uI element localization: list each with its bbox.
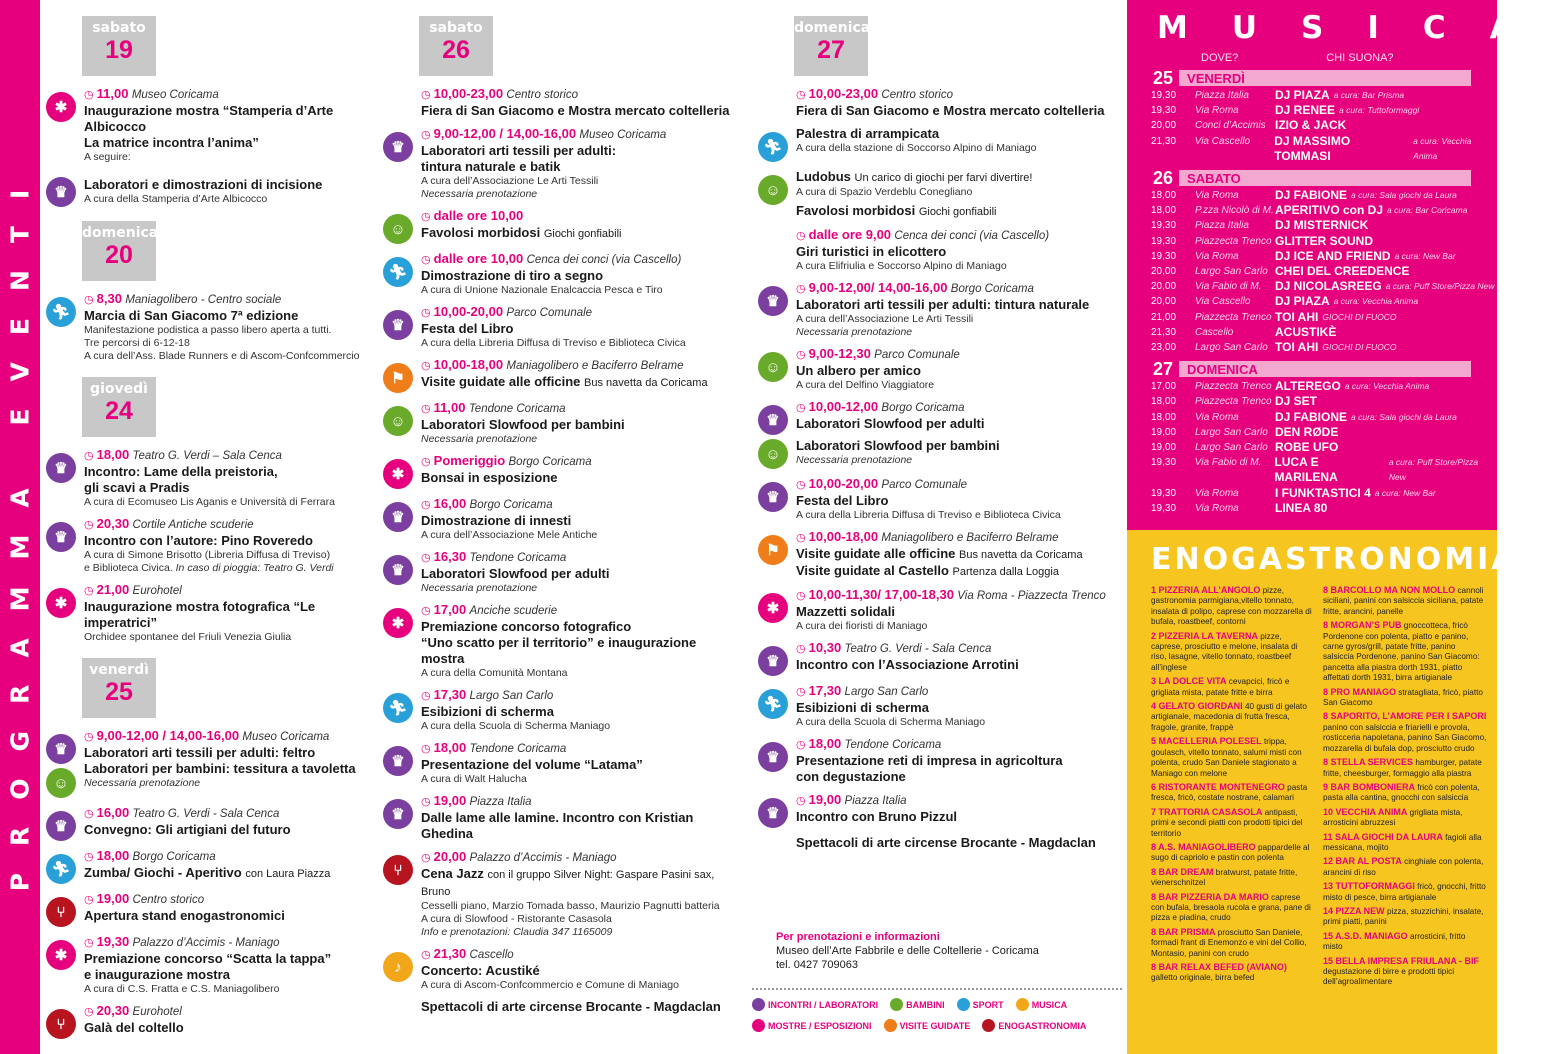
event-item: ♛ ☺ ◷ 10,00-12,00 Borgo Coricama Laboratori Slowfood per adulti Laboratori Slowfood per bambini Necessaria prenotazione: [758, 399, 1118, 469]
music-row: 20,00 Via Cascello DJ PIAZA a cura: Vecchia Anima: [1151, 294, 1419, 309]
legend-item: VISITE GUIDATE: [884, 1019, 971, 1032]
children-icon: ☺: [383, 406, 413, 436]
food-stand: 11 SALA GIOCHI DA LAURA fagioli alla messicana, mojito: [1323, 831, 1482, 852]
children-icon: [890, 998, 903, 1011]
food-stand: 10 VECCHIA ANIMA grigliata mista, arrosticini abruzzesi: [1323, 806, 1463, 828]
cutlery-icon: ⑂: [46, 897, 76, 927]
event-item: Spettacoli di arte circense Brocante - Magdaclan: [421, 999, 721, 1014]
children-icon: ☺: [758, 439, 788, 469]
workshop-icon: ♛: [383, 746, 413, 776]
food-stand: 7 TRATTORIA CASASOLA antipasti, primi e secondi piatti con prodotti tipici del territorio: [1151, 806, 1303, 838]
exhibition-icon: ✱: [383, 459, 413, 489]
vertical-title: PROGRAMMA EVENTI: [5, 162, 35, 892]
guided-tour-icon: ⚑: [383, 363, 413, 393]
food-stand: 8 MORGAN’S PUB gnoccotteca, fricò Pordenone con polenta, piatto e panino, carne gyros/grill, patate fritte, panino salsiccia Pordenone, panino San Giacomo: pancetta alla piastra dorth 1931, piatto affettati dorth 1931, birra artigianale: [1323, 620, 1480, 683]
music-row: 18,00 Via Roma DJ FABIONE a cura: Sala giochi da Laura: [1151, 188, 1457, 203]
food-stand: 8 PRO MANIAGO stratagliata, fricò, piatto San Giacomo: [1323, 686, 1483, 708]
music-row: 20,00 Largo San Carlo CHEI DEL CREEDENCE: [1151, 264, 1410, 279]
event-item: ♛ ◷ 20,30 Cortile Antiche scuderie Incontro con l’autore: Pino Roveredo A cura di Simone Brisotto (Libreria Diffusa di Treviso) e Biblioteca Civica. In caso di pioggia: Teatro G. Verdi: [46, 516, 368, 575]
column-sunday: [758, 0, 1118, 858]
event-item: ✱ ◷ Pomeriggio Borgo Coricama Bonsai in esposizione: [383, 453, 735, 489]
music-note-icon: ♪: [383, 952, 413, 982]
runner-icon: 🏃︎: [758, 689, 788, 719]
music-row: 18,00 Via Roma DJ FABIONE a cura: Sala giochi da Laura: [1151, 409, 1457, 424]
food-panel: [1127, 530, 1518, 1054]
event-item: 🏃︎ ◷ 18,00 Borgo Coricama Zumba/ Giochi - Aperitivo con Laura Piazza: [46, 848, 368, 884]
vertical-title-bar: [0, 0, 40, 1054]
music-note-icon: [1016, 998, 1029, 1011]
date-box: giovedì 24: [82, 377, 156, 437]
music-row: 19,30 Piazza Italia DJ MISTERNICK: [1151, 218, 1369, 233]
food-stand: 13 TUTTOFORMAGGI fricò, gnocchi, fritto misto di pesce, birra artigianale: [1323, 881, 1486, 902]
date-box: domenica 20: [82, 221, 156, 281]
date-box: sabato 26: [419, 16, 493, 76]
workshop-icon: ♛: [758, 482, 788, 512]
workshop-icon: ♛: [46, 522, 76, 552]
food-stand: 2 PIZZERIA LA TAVERNA pizze, caprese, prosciutto e melone, insalata di riso, lasagne, vitello tonnato, roastbeef all’inglese: [1151, 630, 1298, 672]
event-item: ☺ ◷ 11,00 Tendone Coricama Laboratori Slowfood per bambini Necessaria prenotazione: [383, 400, 735, 446]
event-item: ⑂ ◷ 20,30 Eurohotel Galà del coltello: [46, 1003, 368, 1039]
music-title: MUSICA: [1157, 10, 1558, 46]
event-item: ⑂ ◷ 20,00 Palazzo d’Accimis - Maniago Cena Jazz con il gruppo Silver Night: Gaspare Pasini sax, Bruno Cesselli piano, Marzio Tomada basso, Maurizio Pagnutti batteria A cura di Slowfood - Ristorante Casasola Info e prenotazioni: Claudia 347 1165009: [383, 849, 735, 939]
exhibition-icon: [752, 1019, 765, 1032]
event-item: ✱ ◷ 19,30 Palazzo d’Accimis - Maniago Premiazione concorso “Scatta la tappa” e inaugurazione mostra A cura di C.S. Fratta e C.S. Maniagolibero: [46, 934, 368, 996]
food-stand: 3 LA DOLCE VITA cevapcici, fricò e grigliata mista, patate fritte e birra: [1151, 676, 1290, 697]
event-item: ☺ ◷ 9,00-12,30 Parco Comunale Un albero per amico A cura del Delfino Viaggiatore: [758, 346, 1118, 392]
food-stand: 8 BARCOLLO MA NON MOLLO cannoli siciliani, panini con salsiccia siciliana, patate fritte, arancini, panelle: [1323, 585, 1484, 616]
food-stand: 4 GELATO GIORDANI 40 gusti di gelato artigianale, macedonia di frutta fresca, fragole, granite, frappè: [1151, 701, 1307, 732]
event-item: ♛ ◷ 9,00-12,00 / 14,00-16,00 Museo Coricama Laboratori arti tessili per adulti: tintura naturale e batik A cura dell’Associazione Le Arti Tessili Necessaria prenotazione: [383, 126, 735, 201]
music-row: 18,00 Piazzecta Trenco DJ SET: [1151, 394, 1318, 409]
date-box: venerdì 25: [82, 658, 156, 718]
event-item: 🏃︎ ◷ 17,30 Largo San Carlo Esibizioni di scherma A cura della Scuola di Scherma Maniago: [758, 683, 1118, 729]
cutlery-icon: [982, 1019, 995, 1032]
music-day-header: 27 DOMENICA: [1151, 361, 1471, 377]
event-item: ♛ ◷ 16,00 Teatro G. Verdi - Sala Cenca Convegno: Gli artigiani del futuro: [46, 805, 368, 841]
event-item: ◷ 10,00-23,00 Centro storico Fiera di San Giacomo e Mostra mercato coltelleria: [796, 86, 1105, 118]
music-day-header: 25 VENERDÌ: [1151, 70, 1471, 86]
children-icon: ☺: [758, 352, 788, 382]
food-stand: 14 PIZZA NEW pizza, stuzzichini, insalate, primi piatti, panini: [1323, 905, 1484, 927]
event-item: ◷ dalle ore 9,00 Cenca dei conci (via Cascello) Giri turistici in elicottero A cura Elifriulia e Soccorso Alpino di Maniago: [796, 227, 1050, 272]
music-row: 17,00 Piazzecta Trenco ALTEREGO a cura: Vecchia Anima: [1151, 379, 1430, 394]
food-stand: 8 SAPORITO, L’AMORE PER I SAPORI panino con salsiccia e friarielli e provola, rosticceria napoletana, panino San Giacomo, mozzarella di bufala dop, prosciutto crudo: [1323, 711, 1487, 753]
workshop-icon: ♛: [46, 177, 76, 207]
booking-info: Per prenotazioni e informazioni Museo dell’Arte Fabbrile e delle Coltellerie - Coricama tel. 0427 709063: [776, 931, 1039, 971]
runner-icon: 🏃︎: [46, 297, 76, 327]
event-item: ♛ ☺ ◷ 9,00-12,00 / 14,00-16,00 Museo Coricama Laboratori arti tessili per adulti: feltro Laboratori per bambini: tessitura a tavoletta Necessaria prenotazione: [46, 728, 368, 798]
workshop-icon: ♛: [758, 405, 788, 435]
event-item: 🏃︎ ◷ 8,30 Maniagolibero - Centro sociale Marcia di San Giacomo 7ª edizione Manifestazione podistica a passo libero aperta a tutti. Tre percorsi di 6-12-18 A cura dell’Ass. Blade Runners e di Ascom-Confcommercio: [46, 291, 368, 363]
event-item: 🏃︎ Palestra di arrampicata A cura della stazione di Soccorso Alpino di Maniago: [758, 126, 1118, 162]
food-stand: 12 BAR AL POSTA cinghiale con polenta, arancini di riso: [1323, 856, 1484, 877]
food-stand: 8 A.S. MANIAGOLIBERO pappardelle al sugo di capriolo e pastin con polenta: [1151, 841, 1310, 863]
music-row: 20,00 Conci d’Accimis IZIO & JACK: [1151, 118, 1347, 133]
workshop-icon: ♛: [758, 286, 788, 316]
music-row: 19,00 Largo San Carlo DEN RØDE: [1151, 424, 1339, 439]
date-box: sabato 19: [82, 16, 156, 76]
music-row: 21,30 Cascello ACUSTIKÈ: [1151, 324, 1337, 339]
workshop-icon: ♛: [46, 734, 76, 764]
food-stand: 9 BAR BOMBONIERA fricò con polenta, pasta alla cantina, gnocchi con salsiccia: [1323, 781, 1480, 803]
event-item: ♛ ◷ 19,00 Piazza Italia Incontro con Bruno Pizzul: [758, 792, 1118, 828]
legend: [752, 988, 1122, 1040]
music-row: 19,30 Piazzecta Trenco GLITTER SOUND: [1151, 233, 1373, 248]
food-stand: 8 BAR DREAM bratwurst, patate fritte, vienerschnitzel: [1151, 866, 1298, 888]
event-item: ♛ ◷ 16,30 Tendone Coricama Laboratori Slowfood per adulti Necessaria prenotazione: [383, 549, 735, 595]
event-item: ☺ ◷ dalle ore 10,00 Favolosi morbidosi Giochi gonfiabili: [383, 208, 735, 244]
food-stand: 8 BAR PIZZERIA DA MARIO caprese con bufala, bresaola rucola e grana, pane di pizza e piadina, crudo: [1151, 891, 1311, 923]
food-stand: 5 MACELLERIA POLESEL trippa, goulasch, vitello tonnato, salumi misti con polenta, crudo San Daniele stagionato a Maniago con melone: [1151, 736, 1302, 778]
runner-icon: 🏃︎: [383, 693, 413, 723]
event-item: ✱ ◷ 11,00 Museo Coricama Inaugurazione mostra “Stamperia d’Arte Albicocco La matrice incontra l’anima” A seguire:: [46, 86, 368, 164]
music-row: 21,30 Via Cascello DJ MASSIMO TOMMASI a cura: Vecchia Anima: [1151, 133, 1472, 163]
workshop-icon: ♛: [758, 646, 788, 676]
food-title: ENOGASTRONOMIA: [1151, 542, 1518, 577]
date-box: domenica 27: [794, 16, 868, 76]
exhibition-icon: ✱: [46, 940, 76, 970]
music-row: 19,30 Piazza Italia DJ PIAZA a cura: Bar Prisma: [1151, 88, 1405, 102]
exhibition-icon: ✱: [46, 92, 76, 122]
event-item: ⚑ ◷ 10,00-18,00 Maniagolibero e Baciferro Belrame Visite guidate alle officine Bus navetta da Coricama Visite guidate al Castello Partenza dalla Loggia: [758, 529, 1118, 580]
exhibition-icon: ✱: [758, 593, 788, 623]
workshop-icon: [752, 998, 765, 1011]
legend-item: MUSICA: [1016, 998, 1068, 1011]
event-item: ⚑ ◷ 10,00-18,00 Maniagolibero e Baciferro Belrame Visite guidate alle officine Bus navetta da Coricama: [383, 357, 735, 393]
food-stand: 8 STELLA SERVICES hamburger, patate fritte, cheesburger, formaggio alla piastra: [1323, 757, 1482, 778]
column-week1: [46, 0, 368, 1046]
food-stand: 15 BELLA IMPRESA FRIULANA - BIF degustazione di birre e prodotti tipici dell’agroalimentare: [1323, 955, 1480, 987]
legend-item: INCONTRI / LABORATORI: [752, 998, 878, 1011]
children-icon: ☺: [383, 214, 413, 244]
workshop-icon: ♛: [758, 798, 788, 828]
column-saturday: [383, 0, 735, 1022]
food-list-right: [1323, 585, 1487, 991]
workshop-icon: ♛: [383, 799, 413, 829]
cutlery-icon: ⑂: [383, 855, 413, 885]
food-stand: 6 RISTORANTE MONTENEGRO pasta fresca, fricò, costate nostrane, calamari: [1151, 781, 1308, 803]
children-icon: ☺: [758, 175, 788, 205]
music-row: 20,00 Via Fabio di M. DJ NICOLASREEG a cura: Puff Store/Pizza New: [1151, 279, 1495, 294]
event-item: ♛ ◷ 10,30 Teatro G. Verdi - Sala Cenca Incontro con l’Associazione Arrotini: [758, 640, 1118, 676]
music-row: 19,30 Via Roma DJ ICE AND FRIEND a cura: New Bar: [1151, 248, 1456, 263]
cutlery-icon: ⑂: [46, 1009, 76, 1039]
music-row: 19,00 Largo San Carlo ROBE UFO: [1151, 440, 1339, 455]
food-stand: 1 PIZZERIA ALL’ANGOLO pizze, gastronomia parmigiana,vitello tonnato, insalata di polipo, caprese con mozzarella di bufala, roastbeef, contorni: [1151, 585, 1312, 627]
event-item: ♛ ◷ 18,00 Tendone Coricama Presentazione del volume “Latama” A cura di Walt Halucha: [383, 740, 735, 786]
event-item: ♛ ◷ 18,00 Tendone Coricama Presentazione reti di impresa in agricoltura con degustazione: [758, 736, 1118, 785]
music-row: 21,00 Piazzecta Trenco TOI AHI GIOCHI DI FUOCO: [1151, 309, 1397, 324]
event-item: ⑂ ◷ 19,00 Centro storico Apertura stand enogastronomici: [46, 891, 368, 927]
exhibition-icon: ✱: [383, 608, 413, 638]
workshop-icon: ♛: [383, 310, 413, 340]
music-day-header: 26 SABATO: [1151, 170, 1471, 186]
music-row: 19,30 Via Roma I FUNKTASTICI 4 a cura: New Bar: [1151, 485, 1436, 500]
runner-icon: 🏃︎: [46, 854, 76, 884]
music-row: 19,30 Via Roma LINEA 80: [1151, 500, 1328, 515]
event-item: ◷ 10,00-23,00 Centro storico Fiera di San Giacomo e Mostra mercato coltelleria: [421, 86, 730, 118]
workshop-icon: ♛: [46, 811, 76, 841]
event-item: ♛ Laboratori e dimostrazioni di incisione A cura della Stamperia d’Arte Albicocco: [46, 171, 368, 207]
workshop-icon: ♛: [46, 453, 76, 483]
children-icon: ☺: [46, 768, 76, 798]
clock-icon: ◷: [84, 89, 97, 101]
legend-item: MOSTRE / ESPOSIZIONI: [752, 1019, 872, 1032]
food-list-left: [1151, 585, 1315, 991]
runner-icon: 🏃︎: [383, 257, 413, 287]
event-item: ☺ Ludobus Un carico di giochi per farvi divertire! A cura di Spazio Verdeblu Conegliano Favolosi morbidosi Giochi gonfiabili: [758, 169, 1118, 220]
event-item: ♪ ◷ 21,30 Cascello Concerto: Acustiké A cura di Ascom-Confcommercio e Comune di Maniago: [383, 946, 735, 992]
guided-tour-icon: [884, 1019, 897, 1032]
food-stand: 8 BAR PRISMA prosciutto San Daniele, formadi frant di Enemonzo e vini del Collio, Montasio, panini con crudo: [1151, 926, 1307, 958]
workshop-icon: ♛: [758, 742, 788, 772]
runner-icon: [957, 998, 970, 1011]
event-item: ✱ ◷ 17,00 Anciche scuderie Premiazione concorso fotografico “Uno scatto per il territorio” e inaugurazione mostra A cura della Comunità Montana: [383, 602, 735, 680]
food-stand: 8 BAR RELAX BEFED (AVIANO) galletto originale, birra befed: [1151, 962, 1287, 983]
music-row: 19,30 Via Roma DJ RENEE a cura: Tuttoformaggi: [1151, 103, 1420, 118]
event-item: ♛ ◷ 10,00-20,00 Parco Comunale Festa del Libro A cura della Libreria Diffusa di Treviso e Biblioteca Civica: [383, 304, 735, 350]
event-item: ♛ ◷ 16,00 Borgo Coricama Dimostrazione di innesti A cura dell’Associazione Mele Antiche: [383, 496, 735, 542]
music-schedule: [1127, 67, 1497, 516]
music-panel: MUSICA DOVE? CHI SUONA? 25 VENERDÌ 19,30 Piazza Italia DJ PIAZA a cura: Bar Prisma 19,30 Via Roma DJ RENEE a cura: Tuttoformaggi 20,00 Conci d’Accimis IZIO & JACK 21,30 Via Cascello DJ MASSIMO TOMMASI a cura: Vecchia Anima 26 SABATO 18,00 Via Roma DJ FABIONE a cura: Sala giochi da Laura 18,00 P.zza Nicolò di M. APERITIVO con DJ a cura: Bar Coricama 19,30 Piazza Italia DJ MISTERNICK 19,30 Piazzecta Trenco GLITTER SOUND 19,30 Via Roma DJ ICE AND FRIEND a cura: New Bar 20,00 Largo San Carlo CHEI DEL CREEDENCE 20,00 Via Fabio di M. DJ NICOLASREEG a cura: Puff Store/Pizza New 20,00 Via Cascello DJ PIAZA a cura: Vecchia Anima 21,00 Piazzecta Trenco TOI AHI GIOCHI DI FUOCO 21,30 Cascello ACUSTIKÈ 23,00 Largo San Carlo TOI AHI GIOCHI DI FUOCO 27 DOMENICA 17,00 Piazzecta Trenco ALTEREGO a cura: Vecchia Anima 18,00 Piazzecta Trenco DJ SET 18,00 Via Roma DJ FABIONE a cura: Sala giochi da Laura 19,00 Largo San Carlo DEN RØDE 19,00 Largo San Carlo ROBE UFO 19,30 Via Fabio di M. LUCA E MARILENA a cura: Puff Store/Pizza New 19,30 Via Roma I FUNKTASTICI 4 a cura: New Bar 19,30 Via Roma LINEA 80: [1127, 0, 1497, 530]
event-item: ♛ ◷ 18,00 Teatro G. Verdi – Sala Cenca Incontro: Lame della preistoria, gli scavi a Pradis A cura di Ecomuseo Lis Aganis e Università di Ferrara: [46, 447, 368, 509]
event-item: ♛ ◷ 10,00-20,00 Parco Comunale Festa del Libro A cura della Libreria Diffusa di Treviso e Biblioteca Civica: [758, 476, 1118, 522]
legend-item: SPORT: [957, 998, 1004, 1011]
event-item: ✱ ◷ 10,00-11,30/ 17,00-18,30 Via Roma - Piazzecta Trenco Mazzetti solidali A cura dei fioristi di Maniago: [758, 587, 1118, 633]
exhibition-icon: ✱: [46, 588, 76, 618]
workshop-icon: ♛: [383, 502, 413, 532]
music-row: 19,30 Via Fabio di M. LUCA E MARILENA a cura: Puff Store/Pizza New: [1151, 455, 1479, 485]
event-item: ♛ ◷ 19,00 Piazza Italia Dalle lame alle lamine. Incontro con Kristian Ghedina: [383, 793, 735, 842]
event-item: ♛ ◷ 9,00-12,00/ 14,00-16,00 Borgo Coricama Laboratori arti tessili per adulti: tintura naturale A cura dell’Associazione Le Arti Tessili Necessaria prenotazione: [758, 280, 1118, 339]
event-item: ✱ ◷ 21,00 Eurohotel Inaugurazione mostra fotografica “Le imperatrici” Orchidee spontanee del Friuli Venezia Giulia: [46, 582, 368, 644]
event-item: 🏃︎ ◷ dalle ore 10,00 Cenca dei conci (via Cascello) Dimostrazione di tiro a segno A cura di Unione Nazionale Enalcaccia Pesca e Tiro: [383, 251, 735, 297]
music-row: 18,00 P.zza Nicolò di M. APERITIVO con DJ a cura: Bar Coricama: [1151, 203, 1468, 218]
runner-icon: 🏃︎: [758, 132, 788, 162]
event-item: 🏃︎ ◷ 17,30 Largo San Carlo Esibizioni di scherma A cura della Scuola di Scherma Maniago: [383, 687, 735, 733]
music-row: 23,00 Largo San Carlo TOI AHI GIOCHI DI FUOCO: [1151, 340, 1397, 355]
workshop-icon: ♛: [383, 132, 413, 162]
event-item: Spettacoli di arte circense Brocante - Magdaclan: [796, 835, 1096, 850]
food-stand: 15 A.S.D. MANIAGO arrosticini, fritto misto: [1323, 930, 1466, 952]
legend-item: ENOGASTRONOMIA: [982, 1019, 1086, 1032]
workshop-icon: ♛: [383, 555, 413, 585]
legend-item: BAMBINI: [890, 998, 945, 1011]
guided-tour-icon: ⚑: [758, 535, 788, 565]
